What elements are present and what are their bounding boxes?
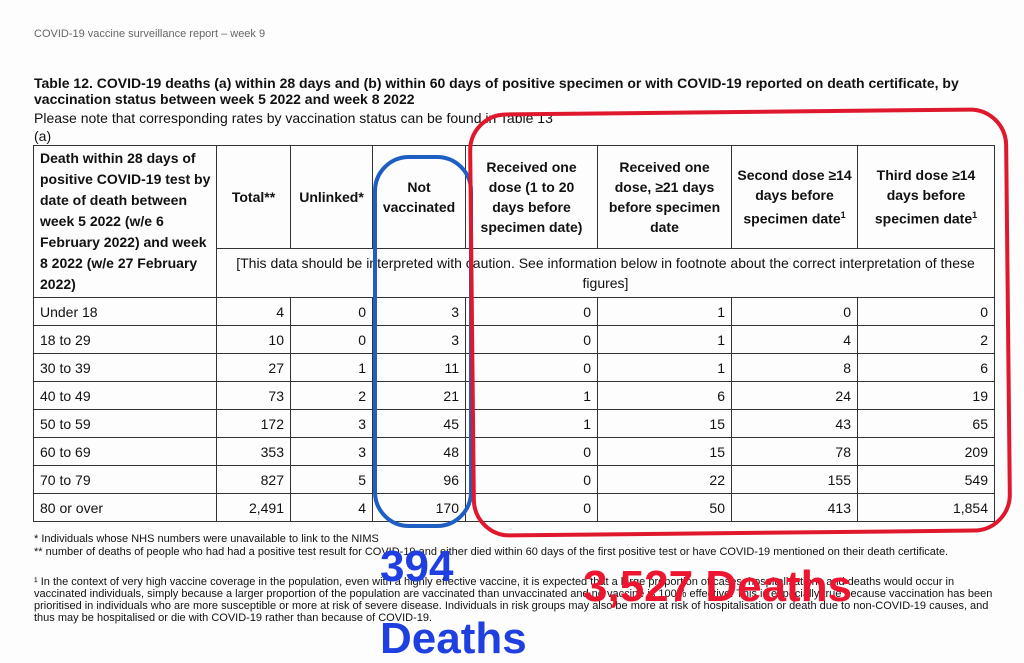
value-cell: 155 [732,466,858,494]
table-note: Please note that corresponding rates by vaccination status can be found in Table 13 [34,110,553,126]
blue-highlight-ring [373,155,473,528]
value-cell: 3 [291,410,373,438]
value-cell: 73 [217,382,291,410]
value-cell: 19 [858,382,995,410]
value-cell: 1 [598,354,732,382]
blue-annotation-number: 394 [380,542,454,591]
table-title: Table 12. COVID-19 deaths (a) within 28 days and (b) within 60 days of positive specimen or with COVID-19 reported on death certificate, by vaccination status between week 5 2022 and week 8 2022 [34,75,959,107]
value-cell: 8 [732,354,858,382]
value-cell: 2,491 [217,494,291,522]
value-cell: 0 [466,354,598,382]
age-group-cell: 50 to 59 [34,410,217,438]
value-cell: 0 [466,438,598,466]
age-group-cell: 80 or over [34,494,217,522]
value-cell: 1 [466,382,598,410]
value-cell: 43 [732,410,858,438]
value-cell: 15 [598,410,732,438]
value-cell: 4 [732,326,858,354]
value-cell: 1 [466,410,598,438]
value-cell: 27 [217,354,291,382]
value-cell: 549 [858,466,995,494]
value-cell: 1 [291,354,373,382]
col-one-dose-1-20: Received one dose (1 to 20 days before specimen date) [466,146,598,249]
value-cell: 827 [217,466,291,494]
value-cell: 65 [858,410,995,438]
value-cell: 0 [291,326,373,354]
value-cell: 50 [598,494,732,522]
value-cell: 15 [598,438,732,466]
col-one-dose-21: Received one dose, ≥21 days before specimen date [598,146,732,249]
value-cell: 0 [466,494,598,522]
section-label: (a) [34,128,52,144]
col-not-vaccinated: Not vaccinated [373,146,466,249]
value-cell: 3 [291,438,373,466]
value-cell: 24 [732,382,858,410]
value-cell: 172 [217,410,291,438]
age-group-cell: 30 to 39 [34,354,217,382]
value-cell: 0 [466,326,598,354]
value-cell: 170 [373,494,466,522]
col-second-dose: Second dose ≥14 days before specimen date$^1$ [732,146,858,249]
value-cell: 209 [858,438,995,466]
value-cell: 6 [858,354,995,382]
value-cell: 4 [217,298,291,326]
value-cell: 10 [217,326,291,354]
value-cell: 0 [466,466,598,494]
age-group-cell: 40 to 49 [34,382,217,410]
value-cell: 5 [291,466,373,494]
value-cell: 3 [373,298,466,326]
age-group-cell: 18 to 29 [34,326,217,354]
age-group-cell: 70 to 79 [34,466,217,494]
value-cell: 413 [732,494,858,522]
blue-annotation-word: Deaths [380,614,527,663]
value-cell: 4 [291,494,373,522]
row-header-cell: Death within 28 days of positive COVID-19 test by date of death between week 5 2022 (w/e 6 February 2022) and week 8 2022 (w/e 27 February 2022) [34,146,217,298]
value-cell: 1 [598,326,732,354]
value-cell: 2 [291,382,373,410]
value-cell: 2 [858,326,995,354]
value-cell: 0 [466,298,598,326]
value-cell: 11 [373,354,466,382]
col-third-dose: Third dose ≥14 days before specimen date$^1$ [858,146,995,249]
value-cell: 6 [598,382,732,410]
col-total: Total** [217,146,291,249]
value-cell: 1 [598,298,732,326]
value-cell: 45 [373,410,466,438]
footnote-context: ¹ In the context of very high vaccine coverage in the population, even with a highly effective vaccine, it is expected that a large proportion of cases, hospitalisations and deaths would occur in vaccinated individuals, simply because a larger proportion of the population are vaccinated than unvaccinated and no vaccine is 100% effective. This is especially true because vaccination has been prioritised in individuals who are more susceptible or more at risk of severe disease. Individuals in risk groups may also be more at risk of hospitalisation or death due to non-COVID-19 causes, and thus may be hospitalised or die with COVID-19 rather than because of COVID-19. [34,576,993,624]
footnote-total: ** number of deaths of people who had had a positive test result for COVID-19 and either died within 60 days of the first positive test or have COVID-19 mentioned on their death certificate. [34,546,949,558]
value-cell: 22 [598,466,732,494]
age-group-cell: Under 18 [34,298,217,326]
value-cell: 353 [217,438,291,466]
value-cell: 0 [732,298,858,326]
value-cell: 1,854 [858,494,995,522]
value-cell: 96 [373,466,466,494]
age-group-cell: 60 to 69 [34,438,217,466]
value-cell: 3 [373,326,466,354]
value-cell: 48 [373,438,466,466]
value-cell: 0 [291,298,373,326]
report-header: COVID-19 vaccine surveillance report – week 9 [34,28,266,40]
caution-note: [This data should be interpreted with caution. See information below in footnote about the correct interpretation of these figures] [217,249,995,298]
red-annotation: 3,527 Deaths [583,562,853,611]
value-cell: 78 [732,438,858,466]
value-cell: 21 [373,382,466,410]
footnote-unlinked: * Individuals whose NHS numbers were unavailable to link to the NIMS [34,533,379,545]
value-cell: 0 [858,298,995,326]
red-highlight-ring [468,107,1012,538]
col-unlinked: Unlinked* [291,146,373,249]
